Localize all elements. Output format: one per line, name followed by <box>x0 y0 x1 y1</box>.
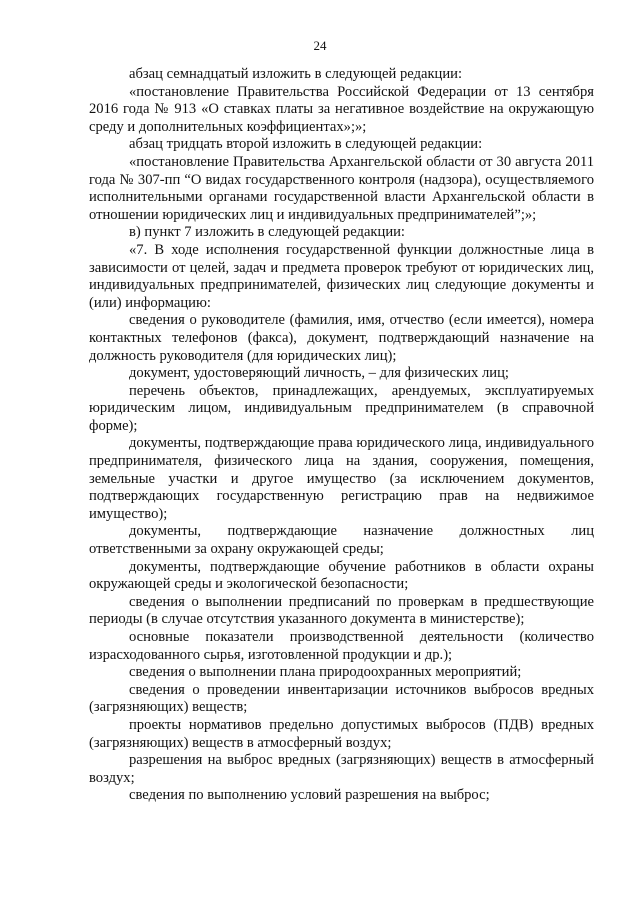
paragraph: основные показатели производственной деятельности (количество израсходованного сырья, изготовленной продукции и др.); <box>89 629 594 663</box>
paragraph: «постановление Правительства Архангельской области от 30 августа 2011 года № 307-пп “О видах государственного контроля (надзора), осуществляемого исполнительными органами государственной власти Архангельской области в отношении юридических лиц и индивидуальных предпринимателей”;»; <box>89 153 594 223</box>
paragraph: сведения о выполнении предписаний по проверкам в предшествующие периоды (в случае отсутствия указанного документа в министерстве); <box>89 593 594 628</box>
paragraph: сведения о выполнении плана природоохранных мероприятий; <box>129 664 522 681</box>
paragraph: сведения по выполнению условий разрешения на выброс; <box>129 787 490 804</box>
paragraph: документы, подтверждающие обучение работников в области охраны окружающей среды и экологической безопасности; <box>89 558 594 593</box>
paragraph: документы, подтверждающие права юридического лица, индивидуального предпринимателя, физического лица на здания, сооружения, помещения, земельные участки и другое имущество (за исключением документов, подтверждающих государственную регистрацию прав на недвижимое имущество); <box>89 435 594 522</box>
paragraph: документы, подтверждающие назначение должностных лиц ответственными за охрану окружающей среды; <box>89 523 594 558</box>
document-body <box>89 66 594 805</box>
paragraph: сведения о руководителе (фамилия, имя, отчество (если имеется), номера контактных телефонов (факса), документ, подтверждающий назначение на должность руководителя (для юридических лиц); <box>89 312 594 364</box>
paragraph: документ, удостоверяющий личность, – для физических лиц; <box>129 365 509 382</box>
paragraph: абзац семнадцатый изложить в следующей редакции: <box>129 66 463 82</box>
paragraph: перечень объектов, принадлежащих, арендуемых, эксплуатируемых юридическим лицом, индивидуальным предпринимателем (в справочной форме); <box>89 382 594 434</box>
paragraph: в) пункт 7 изложить в следующей редакции: <box>129 224 405 241</box>
paragraph: «постановление Правительства Российской Федерации от 13 сентября 2016 года № 913 «О ставках платы за негативное воздействие на окружающую среду и дополнительных коэффициентах»;»; <box>89 83 594 135</box>
paragraph: разрешения на выброс вредных (загрязняющих) веществ в атмосферный воздух; <box>89 752 594 786</box>
paragraph: «7. В ходе исполнения государственной функции должностные лица в зависимости от целей, задач и предмета проверок требуют от юридических лиц, индивидуальных предпринимателей, физических лиц следующие документы и (или) информацию: <box>89 241 594 311</box>
paragraph: проекты нормативов предельно допустимых выбросов (ПДВ) вредных (загрязняющих) веществ в атмосферный воздух; <box>89 716 594 751</box>
paragraph: абзац тридцать второй изложить в следующей редакции: <box>129 136 483 153</box>
paragraph: сведения о проведении инвентаризации источников выбросов вредных (загрязняющих) веществ; <box>89 681 594 716</box>
page-number: 24 <box>313 38 327 53</box>
